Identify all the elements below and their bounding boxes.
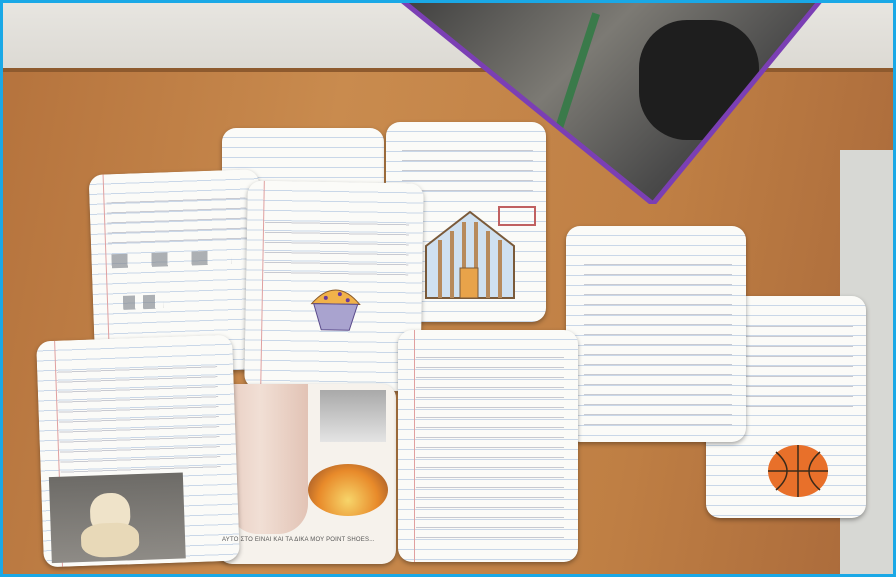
framed-sketch [498,206,536,226]
dog-photo [49,472,186,563]
notebook-page-right-text [566,226,746,442]
handwriting-block [584,256,732,425]
handwriting-block [416,349,564,539]
ballet-caption: ΑΥΤΟ ΣΤΟ ΕΙΝΑΙ ΚΑΙ ΤΑ ΔΙΚΑ ΜΟΥ POINT SHOES... [222,537,375,543]
page-margin-line [414,330,415,562]
basketball-icon [766,444,830,498]
drawing-cups-row [111,250,231,268]
page-margin-line [260,181,265,389]
notebook-page-cupcake [244,180,424,391]
ballerina-photo [320,390,386,442]
handwriting-block [106,190,247,251]
ballet-legs-image [228,384,308,534]
handwriting-block [56,358,221,477]
drawing-cups-row [123,295,163,310]
sunset-yoga-photo [308,464,388,516]
notebook-page-dog [36,335,240,568]
notebook-page-bottom-middle [398,330,578,562]
cupcake-drawing-icon [305,282,366,333]
handwriting-block [264,214,409,283]
